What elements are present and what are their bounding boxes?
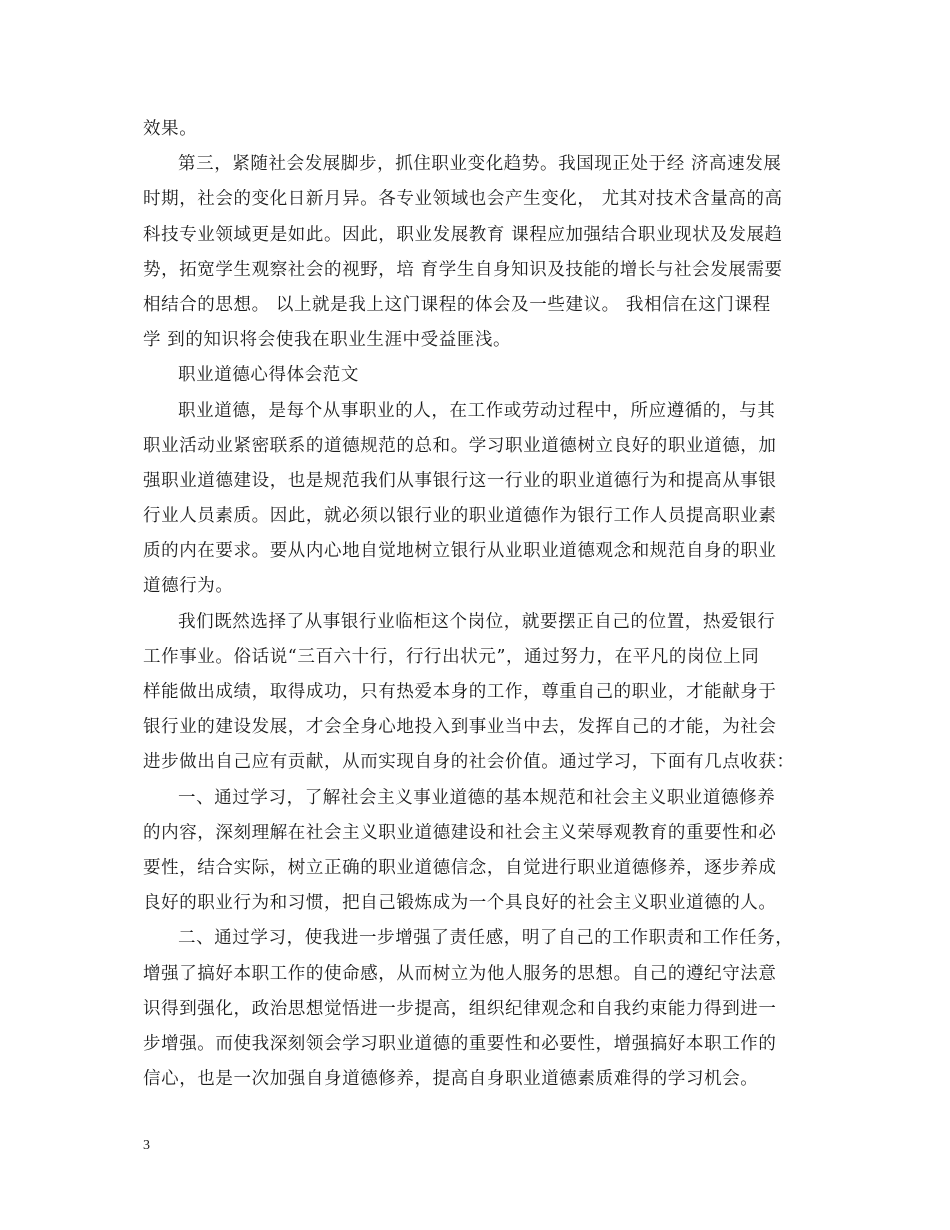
text-line: 职业道德心得体会范文 [178,365,359,386]
text-line: 信心，也是一次加强自身道德修养，提高自身职业道德素质难得的学习机会。 [143,1069,759,1090]
text-line: 样能做出成绩，取得成功，只有热爱本身的工作，尊重自己的职业，才能献身于 [143,682,777,702]
text-line: 我们既然选择了从事银行业临柜这个岗位，就要摆正自己的位置，热爱银行 [178,611,776,632]
document-body [143,112,811,1097]
text-line: 第三，紧随社会发展脚步，抓住职业变化趋势。我国现正处于经 济高速发展 [178,154,782,175]
text-line: 步增强。而使我深刻领会学习职业道德的重要性和必要性，增强搞好本职工作的 [143,1033,777,1054]
text-line: 进步做出自己应有贡献，从而实现自身的社会价值。通过学习，下面有几点收获： [143,752,795,773]
text-line: 职业道德，是每个从事职业的人，在工作或劳动过程中，所应遵循的，与其 [178,400,776,421]
text-line: 时期，社会的变化日新月异。各专业领域也会产生变化， 尤其对技术含量高的高 [143,189,783,210]
text-line: 工作事业。俗话说“三百六十行，行行出状元”，通过努力，在平凡的岗位上同 [143,646,760,667]
text-line: 一、通过学习，了解社会主义事业道德的基本规范和社会主义职业道德修养 [178,787,776,808]
text-line: 良好的职业行为和习惯，把自己锻炼成为一个具良好的社会主义职业道德的人。 [143,893,777,914]
text-line: 相结合的思想。 以上就是我上这门课程的体会及一些建议。 我相信在这门课程 [143,294,771,315]
text-line: 科技专业领域更是如此。因此，职业发展教育 课程应加强结合职业现状及发展趋 [143,224,783,245]
text-line: 效果。 [143,119,198,139]
text-line: 增强了搞好本职工作的使命感，从而树立为他人服务的思想。自己的遵纪守法意 [143,963,777,984]
text-line: 行业人员素质。因此，就必须以银行业的职业道德作为银行工作人员提高职业素 [143,506,777,527]
text-line: 二、通过学习，使我进一步增强了责任感，明了自己的工作职责和工作任务， [178,928,794,949]
text-line: 道德行为。 [143,576,234,597]
text-line: 势，拓宽学生观察社会的视野，培 育学生自身知识及技能的增长与社会发展需要 [143,259,783,280]
page-number: 3 [143,1138,150,1153]
text-line: 职业活动业紧密联系的道德规范的总和。学习职业道德树立良好的职业道德，加 [143,435,777,456]
text-line: 质的内在要求。要从内心地自觉地树立银行从业职业道德观念和规范自身的职业 [143,541,777,562]
text-line: 强职业道德建设，也是规范我们从事银行这一行业的职业道德行为和提高从事银 [143,470,777,491]
text-line: 识得到强化，政治思想觉悟进一步提高，组织纪律观念和自我约束能力得到进一 [143,998,777,1019]
text-line: 银行业的建设发展，才会全身心地投入到事业当中去，发挥自己的才能，为社会 [143,717,777,738]
text-line: 要性，结合实际，树立正确的职业道德信念，自觉进行职业道德修养，逐步养成 [143,857,777,878]
text-line: 学 到的知识将会使我在职业生涯中受益匪浅。 [143,330,512,351]
text-line: 的内容，深刻理解在社会主义职业道德建设和社会主义荣辱观教育的重要性和必 [143,822,777,843]
